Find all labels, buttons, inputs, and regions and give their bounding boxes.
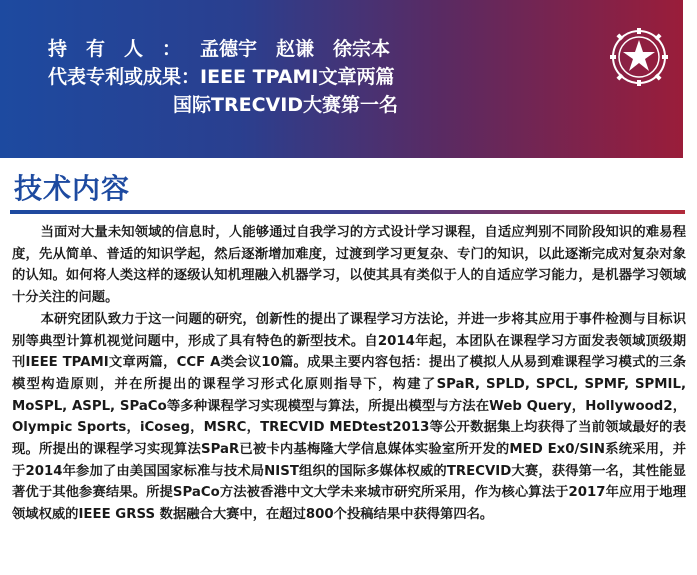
holder-label: 持有人： (48, 38, 201, 60)
achievement-label: 代表专利或成果： (48, 66, 201, 88)
paragraph-1: 当面对大量未知领域的信息时，人能够通过自我学习的方式设计学习课程，自适应判别不同阶段知识的难易程度，先从简单、普适的知识学起，然后逐渐增加难度，过渡到学习更复杂、专门的知识，以此逐渐完成对复杂对象的认知。如何将人类这样的逐级认知机理融入机器学习，以使其具有类似于人的自适应学习能力，是机器学习领域十分关注的问题。 (12, 225, 686, 306)
achievement-line (48, 64, 394, 90)
achievement-item-2: 国际TRECVID大赛第一名 (173, 94, 399, 116)
banner-edge (683, 0, 697, 158)
content-body (12, 222, 686, 526)
section-divider (10, 210, 685, 214)
university-emblem-icon (610, 28, 668, 86)
achievement-item-1: IEEE TPAMI文章两篇 (200, 66, 395, 88)
holder-names: 孟德宇 赵谦 徐宗本 (200, 38, 391, 60)
header-banner (0, 0, 683, 158)
achievement-line-2 (173, 92, 398, 118)
holder-line (48, 36, 390, 62)
section-title: 技术内容 (14, 172, 131, 205)
paragraph-2: 本研究团队致力于这一问题的研究，创新性的提出了课程学习方法论，并进一步将其应用于事件检测与目标识别等典型计算机视觉问题中，形成了具有特色的新型技术。自2014年起，本团队在课程学习方面发表领域顶级期刊IEEE TPAMI文章两篇，CCF A类会议10篇。成果主要内容包括：提出了模拟人从易到难课程学习模式的三条模型构造原则，并在所提出的课程学习形式化原则指导下，构建了SPaR, SPLD, SPCL, SPMF, SPMIL, MoSPL, ASPL, SPaCo等多种课程学习实现模型与算法，所提出模型与方法在Web Query，Hollywood2，Olympic Sports，iCoseg，MSRC，TRECVID MEDtest2013等公开数据集上均获得了当前领域最好的表现。所提出的课程学习实现算法SPaR已被卡内基梅隆大学信息媒体实验室所开发的MED Ex0/SIN系统采用，并于2014年参加了由美国国家标准与技术局NIST组织的国际多媒体权威的TRECVID大赛，获得第一名，其性能显著优于其他参赛结果。所提SPaCo方法被香港中文大学未来城市研究所采用，作为核心算法于2017年应用于地理领域权威的IEEE GRSS 数据融合大赛中，在超过800个投稿结果中获得第四名。 (12, 311, 686, 523)
